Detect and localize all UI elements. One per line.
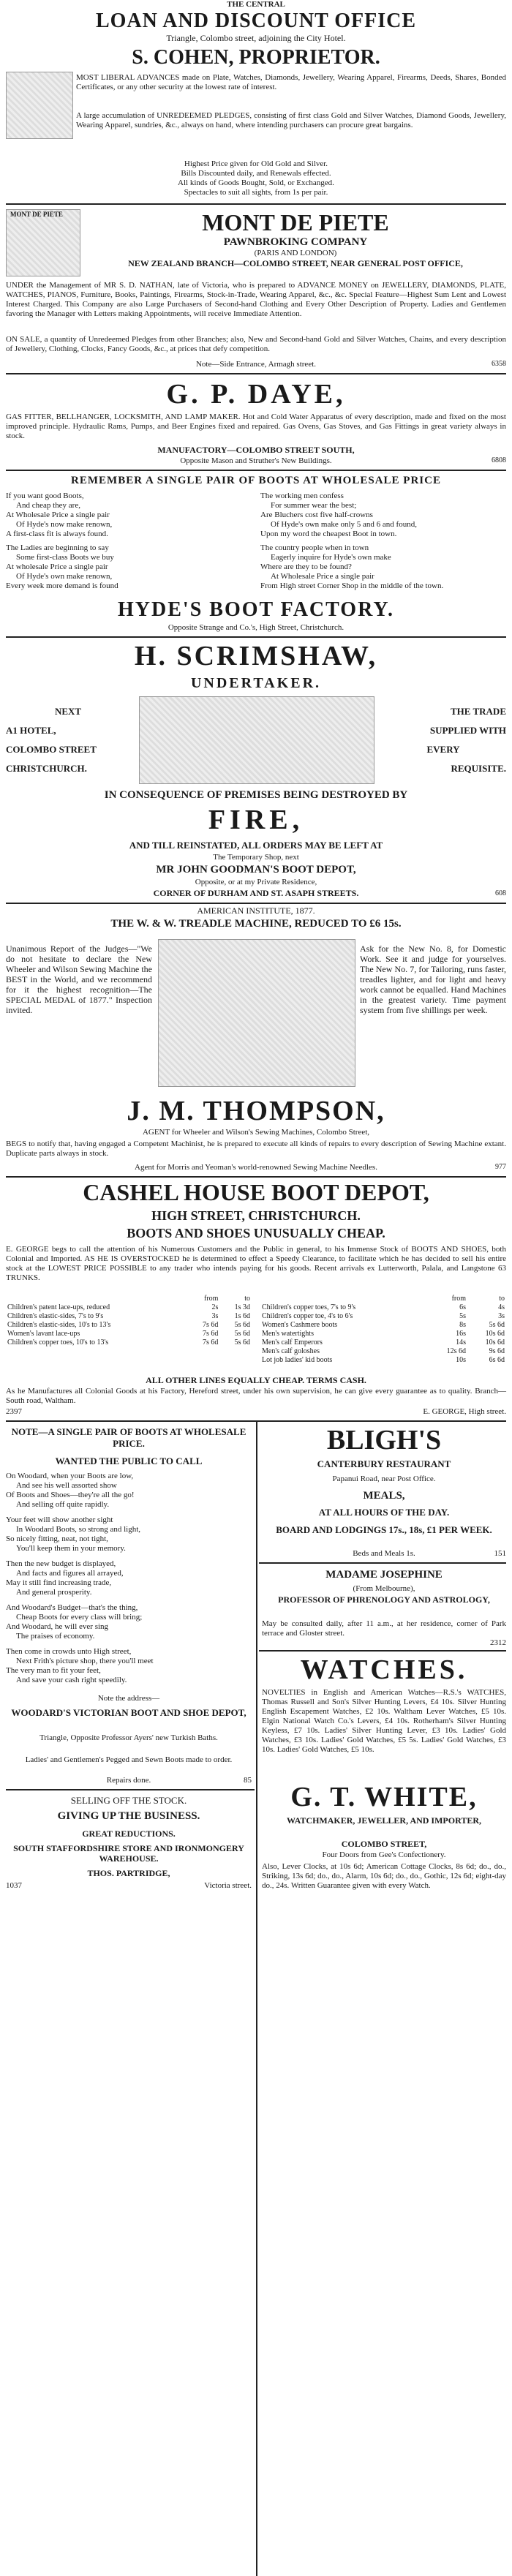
hyde-headline: REMEMBER A SINGLE PAIR OF BOOTS AT WHOLESALE PRICE: [71, 475, 441, 486]
poem-line: At Wholesale Price a single pair: [271, 572, 374, 581]
poem-line: Of Hyde's now make renown,: [16, 520, 113, 529]
thompson-headline: THE W. & W. TREADLE MACHINE, REDUCED TO £6 15s.: [110, 918, 402, 930]
divider: [6, 470, 506, 471]
poem-line: And facts and figures all arrayed,: [16, 1569, 124, 1578]
stafford-line2: GIVING UP THE BUSINESS.: [57, 1810, 200, 1822]
loan-pledges: A large accumulation of UNREDEEMED PLEDGES, consisting of first class Gold and Silver Watches, Diamond Goods, Jewellery, Wearing Apparel, sundries, &c., always on hand, where intending purchasers can procure great bargains.: [76, 111, 506, 129]
col-from: from: [451, 1295, 467, 1303]
bligh-board: BOARD AND LODGINGS 17s., 18s, £1 PER WEEK.: [276, 1524, 492, 1535]
poem-line: Some first-class Boots we buy: [16, 553, 114, 562]
poem-line: And selling off quite rapidly.: [16, 1500, 110, 1509]
divider: [259, 1562, 506, 1564]
table-row: Children's elastic-sides, 10's to 13's 7s 6d 5s 6d: [7, 1321, 250, 1329]
bligh-subtitle: CANTERBURY RESTAURANT: [317, 1458, 451, 1469]
poem-line: For summer wear the best;: [271, 501, 357, 510]
hyde-title: HYDE'S BOOT FACTORY.: [118, 598, 394, 621]
column-divider: [256, 1422, 257, 2576]
poem-line: You'll keep them in your memory.: [16, 1544, 126, 1553]
thompson-left: Unanimous Report of the Judges—"We do not hesitate to declare the New Wheeler and Wilson Sewing Machine the BEST in the World, and we recommend for it the highest recognition—The SPECIAL MEDAL of 1877." Inspection invited.: [6, 944, 152, 1015]
poem-line: If you want good Boots,: [6, 492, 84, 500]
bligh-meals: MEALS,: [363, 1490, 405, 1502]
mont-de-piete-logo: [6, 209, 80, 276]
pawnbroker-balls-illustration: [6, 72, 73, 139]
poem-line: The very man to fit your feet,: [6, 1666, 101, 1675]
loan-title: LOAN AND DISCOUNT OFFICE: [95, 10, 417, 32]
scrimshaw-subtitle: UNDERTAKER.: [190, 675, 322, 691]
ad-ref-number: 608: [495, 889, 506, 897]
cashel-ref: 2397: [6, 1407, 22, 1416]
woodard-wanted: WANTED THE PUBLIC TO CALL: [55, 1455, 203, 1466]
table-row: Children's copper toes, 10's to 13's 7s 6d 5s 6d: [7, 1338, 250, 1347]
divider: [6, 636, 506, 638]
poem-line: And general prosperity.: [16, 1588, 92, 1597]
ad-ref-number: 151: [494, 1549, 506, 1558]
ad-ref-number: 977: [495, 1163, 506, 1171]
ad-ref-number: 6808: [492, 456, 506, 464]
poem-line: And cheap they are,: [16, 501, 80, 510]
scrimshaw-depot: MR JOHN GOODMAN'S BOOT DEPOT,: [156, 864, 356, 875]
scrimshaw-title: H. SCRIMSHAW,: [134, 641, 378, 671]
cashel-price-table-right: [260, 1295, 506, 1365]
scrimshaw-left-line: A1 HOTEL,: [6, 725, 56, 736]
white-trade: WATCHMAKER, JEWELLER, AND IMPORTER,: [286, 1815, 482, 1826]
mont-logo-text: MONT DE PIETE: [10, 211, 63, 218]
table-row: Children's elastic-sides, 7's to 9's 3s 1s 6d: [7, 1312, 250, 1320]
cashel-street: HIGH STREET, CHRISTCHURCH.: [151, 1208, 361, 1223]
poem-line: Of Hyde's own make only 5 and 6 and found,: [271, 520, 417, 529]
poem-line: Then come in crowds unto High street,: [6, 1647, 132, 1656]
hearse-illustration: [139, 696, 374, 784]
table-row: Men's watertights 16s 10s 6d: [262, 1330, 505, 1338]
bligh-address: Papanui Road, near Post Office.: [332, 1475, 436, 1483]
poem-line: So nicely fitting, neat, not tight,: [6, 1534, 108, 1543]
poem-line: From High street Corner Shop in the middle of the town.: [260, 581, 444, 590]
daye-body: GAS FITTER, BELLHANGER, LOCKSMITH, AND LAMP MAKER. Hot and Cold Water Apparatus of every description, made and fixed on the most improved principle. Hydraulic Rams, Pumps, and Beer Engines fixed and repaired. Gas Ovens, Gas Stoves, and Gas Fittings in great variety always in stock.: [6, 413, 506, 440]
divider: [6, 373, 506, 374]
scrimshaw-left-line: COLOMBO STREET: [6, 744, 97, 755]
mont-subtitle2: (PARIS AND LONDON): [254, 249, 337, 257]
ad-ref-number: 6358: [492, 360, 506, 368]
stafford-street: Victoria street.: [204, 1881, 252, 1890]
woodard-ladies: Ladies' and Gentlemen's Pegged and Sewn Boots made to order.: [25, 1755, 233, 1764]
scrimshaw-notice: IN CONSEQUENCE OF PREMISES BEING DESTROYED BY: [104, 789, 408, 801]
thompson-body: BEGS to notify that, having engaged a Competent Machinist, he is prepared to execute all kinds of repairs to every description of Sewing Machine extant. Duplicate parts always in stock.: [6, 1140, 506, 1158]
cashel-all-other: ALL OTHER LINES EQUALLY CHEAP. TERMS CASH.: [146, 1375, 366, 1385]
poem-line: Eagerly inquire for Hyde's own make: [271, 553, 391, 562]
scrimshaw-right-line: REQUISITE.: [451, 763, 506, 774]
thompson-agent: AGENT for Wheeler and Wilson's Sewing Machines, Colombo Street,: [142, 1128, 370, 1137]
josephine-title: MADAME JOSEPHINE: [325, 1569, 443, 1581]
ad-ref-number: 2312: [490, 1638, 506, 1647]
poem-line: The praises of economy.: [16, 1632, 95, 1641]
table-row: Children's copper toes, 7's to 9's 6s 4s: [262, 1303, 505, 1311]
poem-line: And Woodard's Budget—that's the thing,: [6, 1603, 138, 1612]
scrimshaw-right-line: EVERY: [426, 744, 460, 755]
mont-body: UNDER the Management of MR S. D. NATHAN, late of Victoria, who is prepared to ADVANCE MONEY on JEWELLERY, DIAMONDS, PLATE, WATCHES, PIANOS, Furniture, Books, Paintings, Firearms, Stock-in-Trade, Wearing Apparel, &c., &c. Special Feature—Highest Sum Lent and Lowest Interest Charged. This Company are also Large Purchasers of Second-hand Clothing and Every Other Description of Property. Ladies and Gentlemen favoring the Manager with Letters making Appointments, will receive Immediate Attention.: [6, 281, 506, 318]
bligh-title: BLIGH'S: [326, 1425, 442, 1455]
white-near: Four Doors from Gee's Confectionery.: [322, 1850, 446, 1859]
daye-title: G. P. DAYE,: [166, 379, 346, 410]
scrimshaw-left: [6, 702, 130, 778]
mont-de-piete-ad: [85, 209, 506, 268]
woodard-address: Triangle, Opposite Professor Ayers' new Turkish Baths.: [39, 1733, 218, 1742]
woodard-depot: WOODARD'S VICTORIAN BOOT AND SHOE DEPOT,: [11, 1707, 246, 1718]
hyde-poem: [6, 492, 506, 591]
poem-line: On Woodard, when your Boots are low,: [6, 1472, 134, 1480]
watches-body: NOVELTIES in English and American Watches—R.S.'s WATCHES, Thomas Russell and Son's Silver Hunting Levers, £4 10s. Silver Hunting English Escapement Watches, £2 10s. Waltham Lever Watches, £5 10s. Elgin National Watch Co.'s Levers, £4 10s. Rotherham's Silver Hunting Keyless, £7 10s. Ladies' Silver Hunting Lever, £3 10s. Ladies' Gold Watches, £3 10s. Ladies' Gold Watches, £5 5s. Ladies' Gold Watches, £3 10s. Ladies' Gold Watches, £5 10s.: [262, 1688, 506, 1754]
loan-kicker: THE CENTRAL: [227, 0, 285, 9]
poem-line: May it still find increasing trade,: [6, 1578, 112, 1587]
white-tail: Also, Lever Clocks, at 10s 6d; American Cottage Clocks, 8s 6d; do., do., Striking, 13s 6d; do., do., Alarm, 10s 6d; do., do., Gothic, 12s 6d; eight-day do., 24s. Written Guarantee given with every Watch.: [262, 1862, 506, 1890]
poem-line: Cheap Boots for every class will bring;: [16, 1613, 143, 1622]
white-name: G. T. WHITE,: [290, 1782, 478, 1812]
mont-title: MONT DE PIETE: [202, 209, 389, 236]
table-row: Men's calf Emperors 14s 10s 6d: [262, 1338, 505, 1347]
loan-line: Highest Price given for Old Gold and Silver.: [184, 159, 328, 168]
table-row: Women's lavant lace-ups 7s 6d 5s 6d: [7, 1330, 250, 1338]
scrimshaw-left-line: NEXT: [54, 706, 82, 717]
hyde-address: Opposite Strange and Co.'s, High Street, Christchurch.: [167, 623, 345, 632]
white-street: COLOMBO STREET,: [341, 1839, 427, 1849]
poem-line: Where are they to be found?: [260, 562, 352, 571]
loan-address: Triangle, Colombo street, adjoining the City Hotel.: [166, 33, 346, 43]
loan-line: Bills Discounted daily, and Renewals effected.: [181, 169, 331, 178]
poem-line: And Woodard, he will ever sing: [6, 1622, 109, 1631]
thompson-title: J. M. THOMPSON,: [127, 1096, 385, 1126]
loan-proprietor: S. COHEN, PROPRIETOR.: [132, 46, 380, 69]
woodard-headline: NOTE—A SINGLE PAIR OF BOOTS AT WHOLESALE PRICE.: [11, 1426, 246, 1449]
poem-line: And save your cash right speedily.: [16, 1676, 127, 1684]
scrimshaw-corner: CORNER OF DURHAM AND ST. ASAPH STREETS.: [153, 888, 359, 898]
scrimshaw-fire: FIRE,: [208, 805, 304, 835]
stafford-line4: SOUTH STAFFORDSHIRE STORE AND IRONMONGERY WAREHOUSE.: [13, 1843, 244, 1864]
mont-note: Note—Side Entrance, Armagh street.: [195, 360, 317, 369]
table-row: Men's calf goloshes 12s 6d 9s 6d: [262, 1347, 505, 1355]
divider: [6, 903, 506, 904]
divider: [6, 203, 506, 205]
josephine-body: May be consulted daily, after 11 a.m., at her residence, corner of Park terrace and Gloster street.: [262, 1619, 506, 1638]
hyde-poem-right: [260, 492, 506, 591]
sewing-machine-illustration: [158, 939, 355, 1087]
table-row: Women's Cashmere boots 8s 5s 6d: [262, 1321, 505, 1329]
ad-ref-number: 85: [244, 1776, 252, 1785]
table-row: Lot job ladies' kid boots 10s 6s 6d: [262, 1356, 505, 1364]
poem-line: Of Hyde's own make renown,: [16, 572, 113, 581]
cashel-signature: E. GEORGE, High street.: [423, 1407, 506, 1416]
josephine-sub1: (From Melbourne),: [353, 1584, 415, 1593]
poem-line: Then the new budget is displayed,: [6, 1559, 116, 1568]
loan-lines: [6, 159, 506, 197]
woodard-poem: [6, 1472, 252, 1685]
poem-line: The country people when in town: [260, 543, 369, 552]
josephine-sub2: PROFESSOR OF PHRENOLOGY AND ASTROLOGY,: [278, 1594, 490, 1605]
poem-line: Upon my word the cheapest Boot in town.: [260, 530, 397, 538]
mont-sale: ON SALE, a quantity of Unredeemed Pledges from other Branches; also, New and Second-hand Gold and Silver Watches, Chains, and every description of Jewellery, Clothing, Clocks, Fancy Goods, &c., at prices that defy competition.: [6, 335, 506, 353]
poem-line: At Wholesale Price a single pair: [6, 511, 110, 519]
cashel-price-table-left: [6, 1295, 252, 1347]
poem-line: Every week more demand is found: [6, 581, 118, 590]
scrimshaw-opp: Opposite, or at my Private Residence,: [195, 878, 317, 886]
divider: [259, 1650, 506, 1652]
poem-line: And see his well assorted show: [16, 1481, 117, 1490]
cashel-body: E. GEORGE begs to call the attention of his Numerous Customers and the Public in general, to his Immense Stock of BOOTS AND SHOES, both Colonial and Imported. AS HE IS OVERSTOCKED he is determined to effect a Speedy Clearance, to facilitate which he has decided to sell his entire stock at the LOWEST PRICE POSSIBLE to any trader who intends paying for his goods. Recent arrivals ex Lutterworth, Palala, and Langstone 63 TRUNKS.: [6, 1245, 506, 1282]
loan-office-ad: [6, 0, 506, 69]
divider: [6, 1176, 506, 1178]
scrimshaw-left-line: CHRISTCHURCH.: [6, 763, 87, 774]
poem-line: The Ladies are beginning to say: [6, 543, 109, 552]
divider: [6, 1789, 255, 1790]
woodard-repairs: Repairs done.: [106, 1776, 151, 1785]
cashel-tagline: BOOTS AND SHOES UNUSUALLY CHEAP.: [127, 1226, 385, 1240]
stafford-line3: GREAT REDUCTIONS.: [82, 1829, 176, 1839]
mont-subtitle: PAWNBROKING COMPANY: [223, 236, 368, 248]
table-row: Children's copper toe, 4's to 6's 5s 3s: [262, 1312, 505, 1320]
poem-line: At wholesale Price a single pair: [6, 562, 108, 571]
scrimshaw-right: [380, 702, 506, 778]
mont-branch: NEW ZEALAND BRANCH—COLOMBO STREET, NEAR GENERAL POST OFFICE,: [128, 258, 463, 268]
poem-line: A first-class fit is always found.: [6, 530, 108, 538]
cashel-title: CASHEL HOUSE BOOT DEPOT,: [83, 1179, 429, 1205]
woodard-note: Note the address—: [97, 1694, 160, 1703]
table-row: Children's patent lace-ups, reduced 2s 1s 3d: [7, 1303, 250, 1311]
thompson-agent2: Agent for Morris and Yeoman's world-renowned Sewing Machine Needles.: [135, 1163, 377, 1172]
loan-line: All kinds of Goods Bought, Sold, or Exchanged.: [178, 178, 334, 187]
poem-line: Your feet will show another sight: [6, 1515, 113, 1524]
ad-ref-number: 1037: [6, 1881, 22, 1890]
thompson-right: Ask for the New No. 8, for Domestic Work. See it and judge for yourselves. The New No. 7, for Tailoring, runs faster, treadles lighter, and for light and heavy work cannot be equalled. Hand Machines in the greatest variety. Time payment system from five shillings per week.: [360, 944, 506, 1015]
poem-line: Are Bluchers cost five half-crowns: [260, 511, 373, 519]
thompson-kicker: AMERICAN INSTITUTE, 1877.: [197, 905, 315, 916]
scrimshaw-right-line: SUPPLIED WITH: [429, 725, 506, 736]
scrimshaw-right-line: THE TRADE: [451, 706, 506, 717]
scrimshaw-until: AND TILL REINSTATED, ALL ORDERS MAY BE LEFT AT: [129, 840, 383, 851]
stafford-signature: THOS. PARTRIDGE,: [87, 1868, 170, 1878]
bligh-hours: AT ALL HOURS OF THE DAY.: [318, 1507, 450, 1518]
daye-manufactory: MANUFACTORY—COLOMBO STREET SOUTH,: [157, 445, 355, 455]
bligh-beds: Beds and Meals 1s.: [353, 1549, 415, 1558]
cashel-footer: As he Manufactures all Colonial Goods at his Factory, Hereford street, under his own supervision, he can give every guarantee as to quality. Branch—South road, Waltham.: [6, 1387, 506, 1405]
poem-line: Next Frith's picture shop, there you'll meet: [16, 1657, 154, 1665]
col-to: to: [244, 1295, 250, 1303]
stafford-line1: SELLING OFF THE STOCK.: [70, 1795, 187, 1806]
poem-line: Of Boots and Shoes—they're all the go!: [6, 1491, 135, 1499]
col-to: to: [499, 1295, 505, 1303]
poem-line: The working men confess: [260, 492, 344, 500]
loan-line: Spectacles to suit all sights, from 1s per pair.: [184, 188, 328, 197]
poem-line: In Woodard Boots, so strong and light,: [16, 1525, 141, 1534]
hyde-poem-left: [6, 492, 252, 591]
scrimshaw-temp: The Temporary Shop, next: [213, 853, 299, 862]
daye-opposite: Opposite Mason and Struther's New Buildings.: [180, 456, 332, 465]
loan-body: MOST LIBERAL ADVANCES made on Plate, Watches, Diamonds, Jewellery, Wearing Apparel, Firearms, Deeds, Shares, Bonded Certificates, or any other security at the lowest rate of interest.: [76, 73, 506, 91]
col-from: from: [203, 1295, 219, 1303]
watches-title: WATCHES.: [300, 1654, 468, 1685]
